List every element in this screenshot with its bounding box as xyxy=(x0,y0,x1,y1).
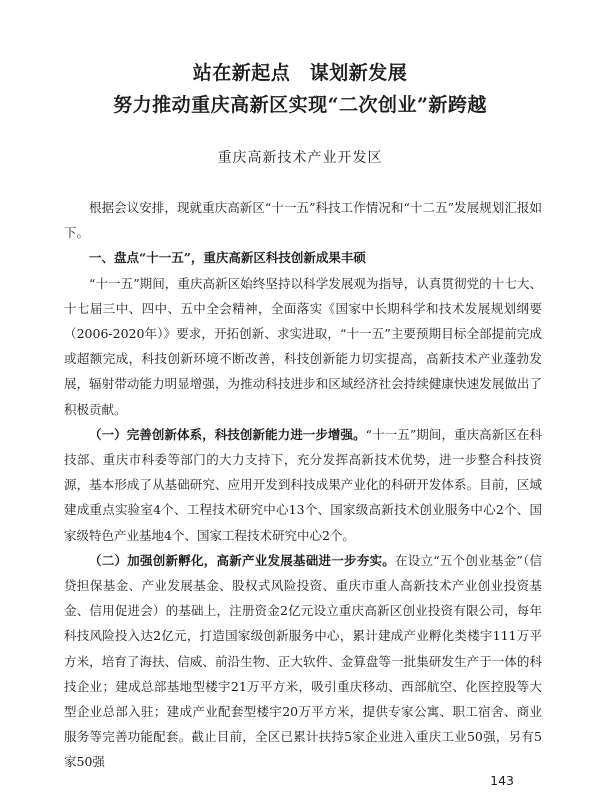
intro-paragraph: 根据会议安排，现就重庆高新区“十一五”科技工作情况和“十二五”发展规划汇报如下。 xyxy=(64,200,542,241)
section-heading-text: 一、盘点“十一五”，重庆高新区科技创新成果丰硕 xyxy=(89,250,366,266)
title-line-2: 努力推动重庆高新区实现“二次创业”新跨越 xyxy=(113,94,487,116)
subsection-1-lead: （一）完善创新体系，科技创新能力进一步增强。 xyxy=(89,426,366,442)
subsection-2-lead: （二）加强创新孵化，高新产业发展基础进一步夯实。 xyxy=(89,552,395,568)
subsection-1-paragraph xyxy=(64,422,542,548)
title-line-1: 站在新起点 谋划新发展 xyxy=(192,62,408,84)
section-heading xyxy=(64,245,542,270)
body-text xyxy=(64,195,542,775)
subsection-1-text: “十一五”期间，重庆高新区在科技部、重庆市科委等部门的大力支持下，充分发挥高新技术优势，进一步整合科技资源，基本形成了从基础研究、应用开发到科技成果产业化的科研开发体系。目前，区域建成重点实验室4个、工程技术研究中心13个、国家级高新技术创业服务中心2个、国家级特色产业基地4个、国家工程技术研究中心2个。 xyxy=(64,426,542,543)
subsection-2-text: 在设立“五个创业基金”（信贷担保基金、产业发展基金、股权式风险投资、重庆市重人高新技术产业创业投资基金、信用促进会）的基础上，注册资金2亿元设立重庆高新区创业投资有限公司，每年科技风险投入达2亿元，打造国家级创新服务中心，累计建成产业孵化类楼宇111万平方米，培育了海扶、信威、前沿生物、正大软件、金算盘等一批集研发生产于一体的科技企业；建成总部基地型楼宇21万平方米，吸引重庆移动、西部航空、化医控股等大型企业总部入驻；建成产业配套型楼宇20万平方米，提供专家公寓、职工宿舍、商业服务等完善功能配套。截止目前，全区已累计扶持5家企业进入重庆工业50强，另有5家50强 xyxy=(64,552,542,770)
page-number: 143 xyxy=(490,773,514,788)
author-line: 重庆高新技术产业开发区 xyxy=(217,150,383,166)
subsection-2-paragraph xyxy=(64,548,542,775)
section-paragraph: “十一五”期间，重庆高新区始终坚持以科学发展观为指导，认真贯彻党的十七大、十七届三中、四中、五中全会精神，全面落实《国家中长期科学和技术发展规划纲要（2006-2020年）》要求，开拓创新、求实进取，“十一五”主要预期目标全部提前完成或超额完成，科技创新环境不断改善，科技创新能力切实提高，高新技术产业蓬勃发展，辐射带动能力明显增强，为推动科技进步和区域经济社会持续健康快速发展做出了积极贡献。 xyxy=(64,275,542,417)
